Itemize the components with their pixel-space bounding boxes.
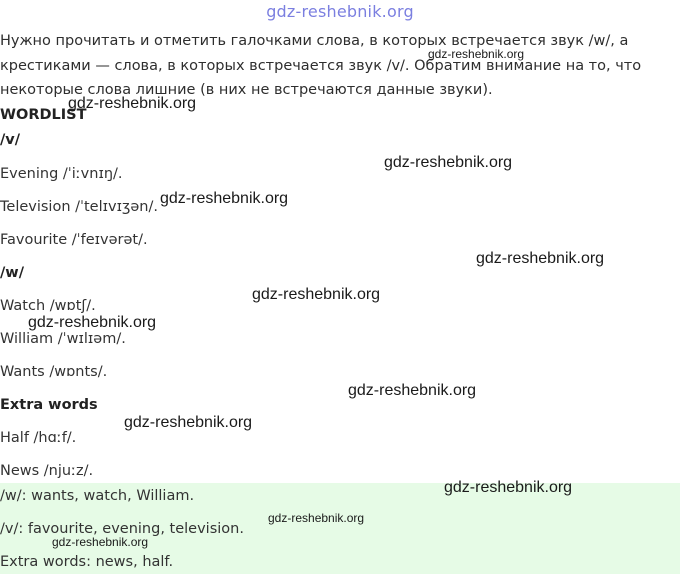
answer-w: /w/: wants, watch, William. xyxy=(0,488,195,504)
extra-word-half: Half /hɑːf/. xyxy=(0,430,77,446)
watermark: gdz-reshebnik.org xyxy=(28,314,157,331)
extra-word-news: News /njuːz/. xyxy=(0,463,94,479)
wordlist-title: WORDLIST xyxy=(0,107,87,123)
watermark: gdz-reshebnik.org xyxy=(476,250,605,267)
w-word-watch: Watch /wɒtʃ/. xyxy=(0,298,96,314)
answer-box xyxy=(0,483,680,574)
v-word-favourite: Favourite /ˈfeɪvərət/. xyxy=(0,232,148,248)
w-word-wants: Wants /wɒnts/. xyxy=(0,364,108,380)
w-heading: /w/ xyxy=(0,265,24,281)
watermark: gdz-reshebnik.org xyxy=(268,511,365,525)
watermark: gdz-reshebnik.org xyxy=(384,154,513,171)
task-instructions: Нужно прочитать и отметить галочками слова, в которых встречается звук /w/, а крестиками — слова, в которых встречается звук /v/. Обратим внимание на то, что некоторые слова лишние (в них не встречаются данные звуки). xyxy=(0,33,642,98)
watermark: gdz-reshebnik.org xyxy=(52,535,149,549)
answer-v: /v/: favourite, evening, television. xyxy=(0,521,244,537)
watermark: gdz-reshebnik.org xyxy=(124,414,253,431)
watermark: gdz-reshebnik.org xyxy=(252,286,381,303)
watermark: gdz-reshebnik.org xyxy=(444,479,573,496)
watermark: gdz-reshebnik.org xyxy=(348,382,477,399)
answer-extra: Extra words: news, half. xyxy=(0,554,174,570)
v-word-evening: Evening /ˈiːvnɪŋ/. xyxy=(0,166,123,182)
watermark: gdz-reshebnik.org xyxy=(68,95,197,112)
v-heading: /v/ xyxy=(0,132,21,148)
w-word-william: William /ˈwɪlɪəm/. xyxy=(0,331,126,347)
watermark: gdz-reshebnik.org xyxy=(428,47,525,61)
v-word-television: Television /ˈtelɪvɪʒən/. xyxy=(0,199,158,215)
watermark: gdz-reshebnik.org xyxy=(160,190,289,207)
extra-words-heading: Extra words xyxy=(0,397,98,413)
site-header-logo[interactable]: gdz-reshebnik.org xyxy=(266,2,414,21)
